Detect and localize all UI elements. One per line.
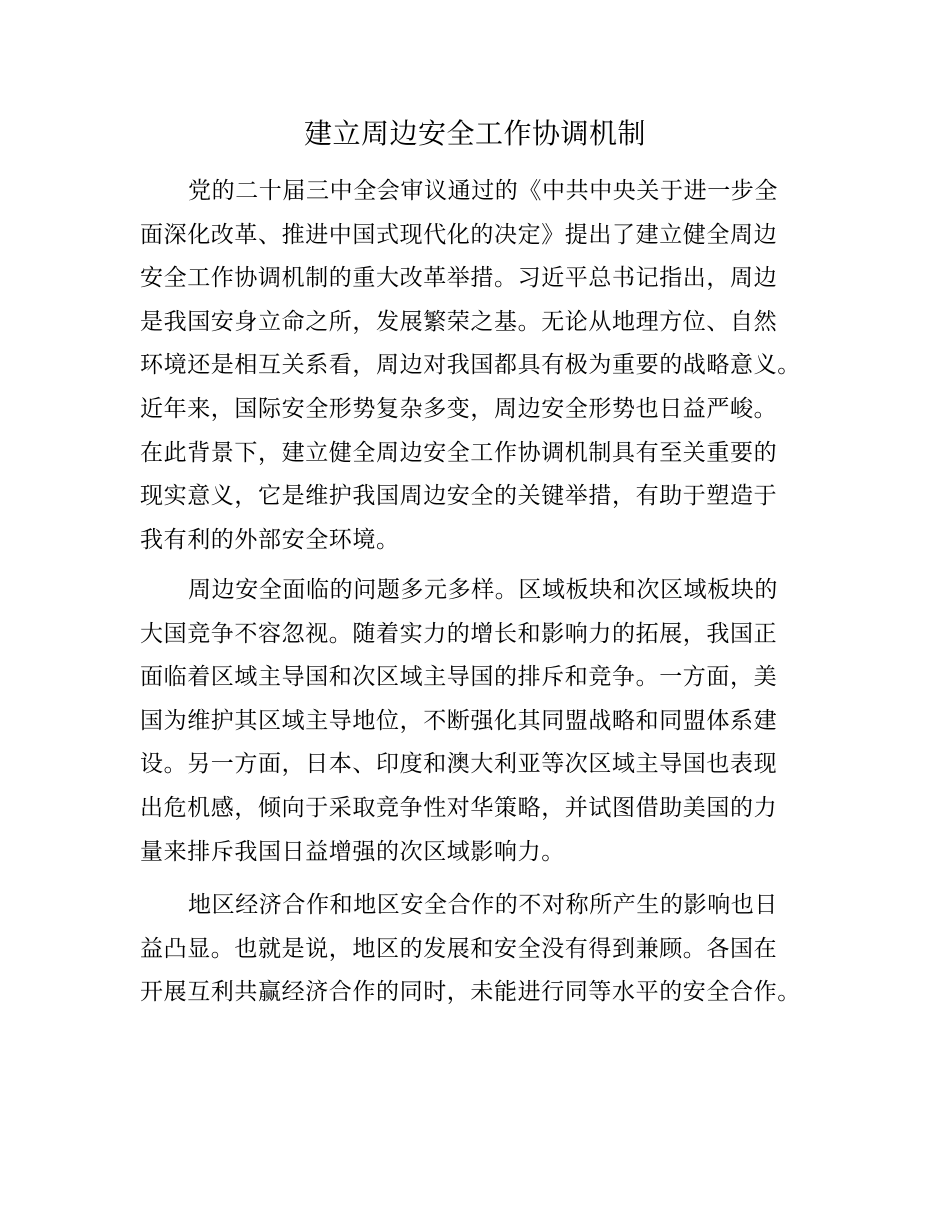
text-line: 国为维护其区域主导地位，不断强化其同盟战略和同盟体系建 xyxy=(140,707,778,734)
text-line: 是我国安身立命之所，发展繁荣之基。无论从地理方位、自然 xyxy=(140,308,778,335)
text-line: 安全工作协调机制的重大改革举措。习近平总书记指出，周边 xyxy=(140,265,778,292)
text-line: 近年来，国际安全形势复杂多变，周边安全形势也日益严峻。 xyxy=(140,395,778,422)
text-line: 地区经济合作和地区安全合作的不对称所产生的影响也日 xyxy=(188,892,778,918)
text-line: 周边安全面临的问题多元多样。区域板块和次区域板块的 xyxy=(188,577,778,603)
text-line: 益凸显。也就是说，地区的发展和安全没有得到兼顾。各国在 xyxy=(140,935,778,962)
text-line: 设。另一方面，日本、印度和澳大利亚等次区域主导国也表现 xyxy=(140,751,778,778)
text-line: 大国竞争不容忽视。随着实力的增长和影响力的拓展，我国正 xyxy=(140,620,778,647)
document-title: 建立周边安全工作协调机制 xyxy=(303,117,646,150)
text-line: 党的二十届三中全会审议通过的《中共中央关于进一步全 xyxy=(188,178,778,204)
text-line: 开展互利共赢经济合作的同时，未能进行同等水平的安全合作。 xyxy=(140,979,801,1006)
text-line: 面临着区域主导国和次区域主导国的排斥和竞争。一方面，美 xyxy=(140,664,778,691)
text-line: 环境还是相互关系看，周边对我国都具有极为重要的战略意义。 xyxy=(140,352,801,379)
paragraph-2 xyxy=(140,569,840,874)
text-line: 面深化改革、推进中国式现代化的决定》提出了建立健全周边 xyxy=(140,221,778,248)
paragraph-3 xyxy=(140,884,840,1015)
paragraph-1 xyxy=(140,170,840,562)
text-line: 我有利的外部安全环境。 xyxy=(140,526,400,553)
text-line: 现实意义，它是维护我国周边安全的关键举措，有助于塑造于 xyxy=(140,483,778,510)
text-line: 出危机感，倾向于采取竞争性对华策略，并试图借助美国的力 xyxy=(140,794,778,821)
text-line: 量来排斥我国日益增强的次区域影响力。 xyxy=(140,838,565,865)
text-line: 在此背景下，建立健全周边安全工作协调机制具有至关重要的 xyxy=(140,439,778,466)
